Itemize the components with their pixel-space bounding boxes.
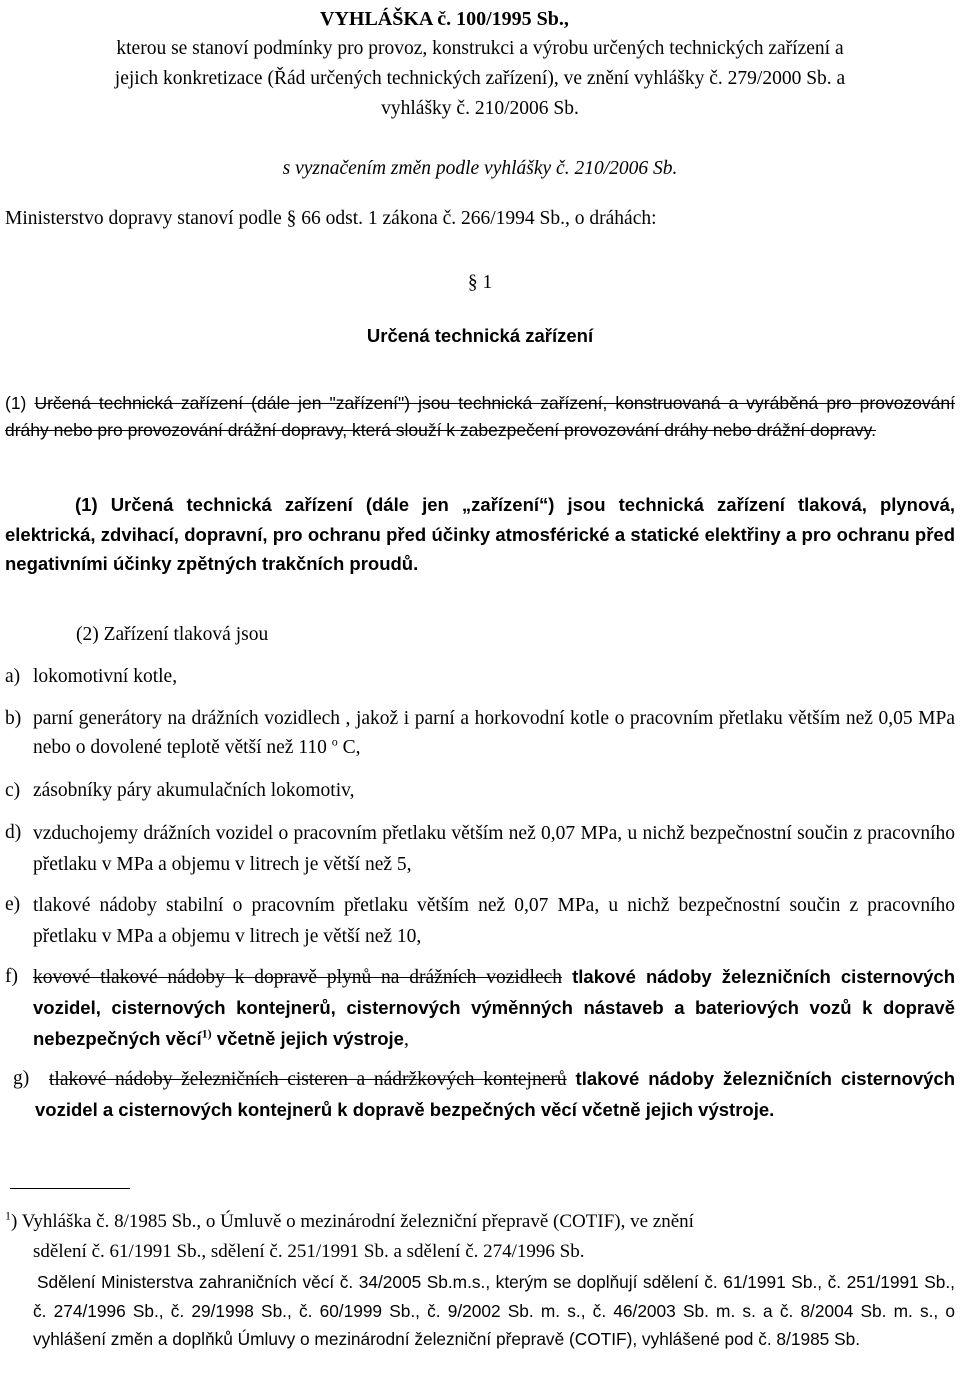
paragraph-1-new: (1) Určená technická zařízení (dále jen „zařízení“) jsou technická zařízení tlaková, plynová, elektrická, zdvihací, dopravní, pro ochranu před účinky atmosférické a statické elektřiny a pro ochranu před negativními účinky zpětných trakčních proudů. xyxy=(5,494,955,575)
list-item-d xyxy=(5,818,955,880)
item-text-f-new: tlakové nádoby železničních cisternových vozidel, cisternových kontejnerů, cisternových výměnných nástaveb a bateriových vozů k dopravě nebezpečných věcí xyxy=(33,966,955,1050)
item-text-f xyxy=(33,962,955,1056)
item-letter-c: c) xyxy=(5,780,21,801)
item-text-d: vzduchojemy drážních vozidel o pracovním přetlaku větším než 0,07 MPa, u nichž bezpečnostní součin z pracovního přetlaku v MPa a objemu v litrech je větší než 5, xyxy=(33,823,955,876)
item-text-b-part-2: C, xyxy=(337,737,361,759)
footnote-mark: 1 xyxy=(5,1208,11,1223)
item-text-f-tail: , xyxy=(403,1029,409,1051)
item-text-f-struck: kovové tlakové nádoby k dopravě plynů na drážních vozidlech xyxy=(33,967,563,988)
item-letter-f: f) xyxy=(5,966,18,987)
list-item-b xyxy=(5,704,955,763)
item-text-g xyxy=(35,1064,955,1126)
intro-sentence: Ministerstvo dopravy stanoví podle § 66 odst. 1 zákona č. 266/1994 Sb., o dráhách: xyxy=(5,208,657,229)
footnote-text-1: Vyhláška č. 8/1985 Sb., o Úmluvě o mezinárodní železniční přepravě (COTIF), ve znění xyxy=(17,1211,694,1232)
list-item-e xyxy=(5,890,955,952)
item-text-f-new-2: včetně jejich výstroje xyxy=(211,1028,404,1050)
decree-subtitle-line-1: kterou se stanoví podmínky pro provoz, konstrukci a výrobu určených technických zařízení a xyxy=(116,38,844,59)
item-letter-d: d) xyxy=(5,822,22,843)
footnote-line-2: sdělení č. 61/1991 Sb., sdělení č. 251/1991 Sb. a sdělení č. 274/1996 Sb. xyxy=(33,1241,585,1262)
decree-subtitle-line-3: vyhlášky č. 210/2006 Sb. xyxy=(381,98,579,119)
paragraph-1-old-prefix: (1) xyxy=(5,393,35,413)
decree-title: VYHLÁŠKA č. 100/1995 Sb., xyxy=(320,8,569,30)
item-letter-e: e) xyxy=(5,894,21,915)
list-item-a xyxy=(5,662,955,691)
decree-subtitle-line-2: jejich konkretizace (Řád určených technických zařízení), ve znění vyhlášky č. 279/2000 Sb. a xyxy=(114,68,846,89)
item-text-b xyxy=(33,704,955,763)
footnote-line-3: Sdělení Ministerstva zahraničních věcí č. 34/2005 Sb.m.s., kterým se doplňují sdělení č. 61/1991 Sb., č. 251/1991 Sb., č. 274/1996 Sb., č. 29/1998 Sb., č. 60/1999 Sb., č. 9/2002 Sb. m. s., č. 46/2003 Sb. m. s. a č. 8/2004 Sb. m. s., o vyhlášení změn a doplňků Úmluvy o mezinárodní železniční přepravě (COTIF), vyhlášené pod č. 8/1985 Sb. xyxy=(33,1272,955,1350)
item-text-a: lokomotivní kotle, xyxy=(33,666,178,687)
changes-note: s vyznačením změn podle vyhlášky č. 210/2006 Sb. xyxy=(282,158,678,179)
section-number: § 1 xyxy=(467,272,493,293)
footnote-line-1 xyxy=(5,1208,955,1237)
paragraph-1-old xyxy=(5,390,955,444)
item-letter-g: g) xyxy=(13,1068,30,1089)
item-text-g-new: tlakové nádoby železničních cisternových vozidel a cisternových kontejnerů k dopravě bezpečných věcí včetně jejich výstroje. xyxy=(35,1068,955,1121)
list-item-g xyxy=(5,1064,955,1126)
item-text-c: zásobníky páry akumulačních lokomotiv, xyxy=(33,780,355,801)
footnote-ref-1: 1) xyxy=(201,1026,212,1041)
list-item-c xyxy=(5,776,955,805)
footnote-separator xyxy=(10,1188,130,1189)
item-text-e: tlakové nádoby stabilní o pracovním přetlaku větším než 0,07 MPa, u nichž bezpečnostní součin z pracovního přetlaku v MPa a objemu v litrech je větší než 10, xyxy=(33,895,955,948)
list-item-f xyxy=(5,962,955,1056)
degree-mark: o xyxy=(331,734,338,749)
footnote-mark-tail: ) xyxy=(11,1211,18,1232)
item-letter-a: a) xyxy=(5,666,21,687)
paragraph-1-old-text: Určená technická zařízení (dále jen "zařízení") jsou technická zařízení, konstruovaná a vyráběná pro provozování dráhy nebo pro provozování drážní dopravy, která slouží k zabezpečení provozování dráhy nebo drážní dopravy. xyxy=(5,393,955,441)
item-text-b-part-1: parní generátory na drážních vozidlech , jakož i parní a horkovodní kotle o pracovním přetlaku větším než 0,05 MPa nebo o dovolené teplotě větší než 110 xyxy=(33,708,955,759)
paragraph-2-intro: (2) Zařízení tlaková jsou xyxy=(76,624,269,645)
item-text-g-struck: tlakové nádoby železničních cisteren a nádržkových kontejnerů xyxy=(49,1069,567,1090)
item-letter-b: b) xyxy=(5,708,22,729)
section-title: Určená technická zařízení xyxy=(366,325,594,346)
